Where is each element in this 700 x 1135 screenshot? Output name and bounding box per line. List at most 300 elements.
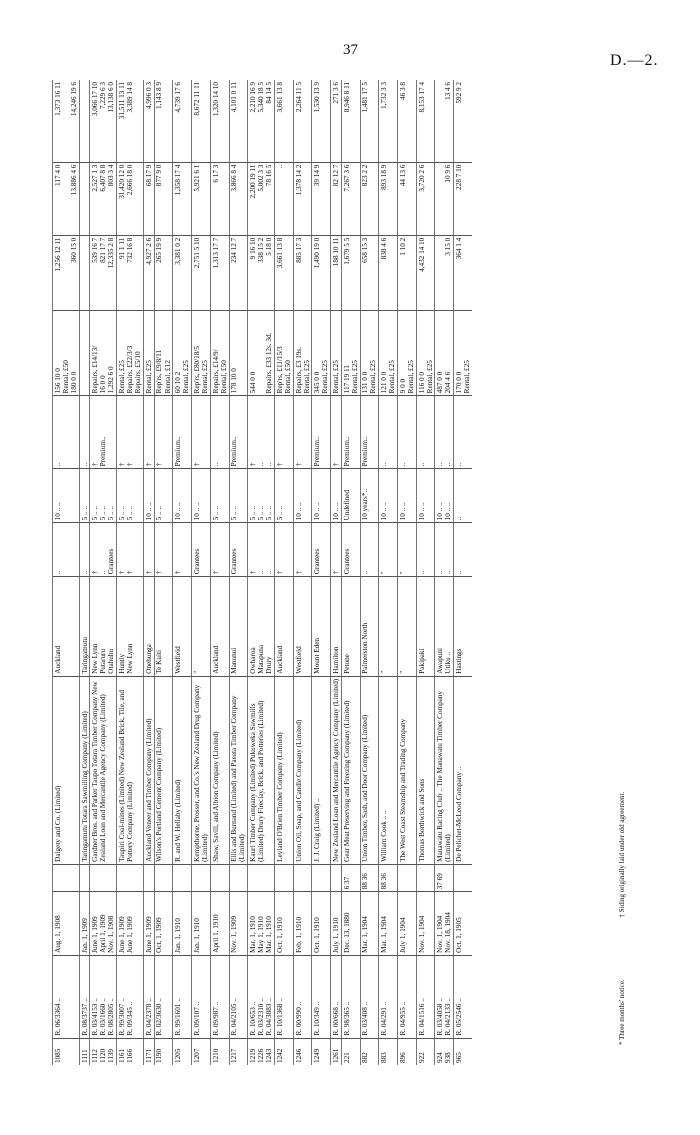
cell-c11: 1,358 17 4 xyxy=(173,162,192,235)
cell-date: Jan. 1, 1910 xyxy=(192,892,211,956)
cell-station: Manunui xyxy=(229,577,248,676)
cell-c12: 8,946 8 11 xyxy=(341,80,360,162)
cell-conditions: † xyxy=(192,396,211,469)
page-reference: D.—2. xyxy=(610,52,659,69)
cell-sched xyxy=(53,864,80,892)
cell-c11: 1,378 14 2 xyxy=(293,162,312,235)
cell-holder: † xyxy=(210,523,229,577)
cell-c12: 13 4 6 xyxy=(435,80,454,162)
cell-no: 882 xyxy=(360,1038,379,1065)
table-row xyxy=(360,80,379,1065)
cell-conditions: Premium.. xyxy=(360,396,379,469)
cell-sched xyxy=(90,864,117,892)
cell-name: R. and W. Hellaby (Limited) xyxy=(173,676,192,864)
cell-no: 1219 1226 1243 xyxy=(248,1038,275,1065)
cell-date: June 1, 1909 April 1, 1909 Nov. 1, 1908 xyxy=(90,892,117,956)
table-row xyxy=(416,80,435,1065)
cell-c11: 82 12 7 xyxy=(331,162,342,235)
cell-c12: 8,672 11 11 xyxy=(192,80,211,162)
cell-file: R. 10/653 .. R. 03/2310 .. R. 04/3883 .. xyxy=(248,955,275,1038)
cell-rental xyxy=(79,311,90,396)
cell-name: Leyland O'Brien Timber Company (Limited) xyxy=(275,676,294,864)
cell-holder: † xyxy=(331,523,342,577)
cell-c11: 3,866 8 4 xyxy=(229,162,248,235)
cell-c12: 4,739 17 6 xyxy=(173,80,192,162)
cell-c12: 3,066 17 10 7,229 6 3 13,138 6 0 xyxy=(90,80,117,162)
cell-date: June 1, 1909 xyxy=(144,892,155,956)
cell-date: Mar. 1, 1904 xyxy=(360,892,379,956)
cell-c11: 3,720 2 6 xyxy=(416,162,435,235)
cell-station: Onehunga xyxy=(144,577,155,676)
cell-file: R. 06/3364 .. xyxy=(53,955,80,1038)
cell-sched: 88 36 xyxy=(360,864,379,892)
cell-sched xyxy=(192,864,211,892)
cell-sched xyxy=(173,864,192,892)
cell-rental: 345 0 0 Rental, £25 xyxy=(312,311,331,396)
footnote-star: * Three months' notice. xyxy=(618,979,626,1045)
cell-holder: .. xyxy=(416,523,435,577)
cell-conditions: .. xyxy=(454,396,472,469)
cell-term: 10 .. .. xyxy=(53,469,80,523)
cell-file: R. 10/349 .. xyxy=(312,955,331,1038)
cell-c10: 4,927 2 6 xyxy=(144,235,155,310)
cell-station: Auckland xyxy=(275,577,294,676)
cell-date: Feb. 1, 1910 xyxy=(293,892,312,956)
cell-conditions: .. xyxy=(210,396,229,469)
cell-station: Hastings xyxy=(454,577,472,676)
cell-conditions: † .. .. xyxy=(248,396,275,469)
cell-conditions: Premium.. xyxy=(173,396,192,469)
cell-c10: 885 17 3 xyxy=(293,235,312,310)
cell-conditions: .. .. xyxy=(435,396,454,469)
cell-c11: 44 13 6 xyxy=(398,162,417,235)
cell-no: 1246 xyxy=(293,1038,312,1065)
cell-c11 xyxy=(79,162,90,235)
cell-no: 924 938 xyxy=(435,1038,454,1065)
cell-sched xyxy=(229,864,248,892)
cell-holder: .. xyxy=(360,523,379,577)
cell-conditions: .. xyxy=(416,396,435,469)
cell-rental: 178 10 0 xyxy=(229,311,248,396)
table-row xyxy=(293,80,312,1065)
cell-holder: † xyxy=(173,523,192,577)
cell-term: 10 .. .. xyxy=(173,469,192,523)
cell-no: 922 xyxy=(416,1038,435,1065)
cell-station: Taringamutu xyxy=(79,577,90,676)
cell-station: Mount Eden xyxy=(312,577,331,676)
cell-no: 883 xyxy=(379,1038,398,1065)
table-row xyxy=(398,80,417,1065)
cell-term: 5 .. .. 5 .. .. 5 .. .. xyxy=(248,469,275,523)
table-row xyxy=(154,80,173,1065)
cell-no: 1242 xyxy=(275,1038,294,1065)
cell-no: 1249 xyxy=(312,1038,331,1065)
cell-sched xyxy=(144,864,155,892)
cell-file: R. 09/987 .. xyxy=(210,955,229,1038)
cell-file: R. 00/990 .. xyxy=(293,955,312,1038)
cell-term: 10 .. .. xyxy=(379,469,398,523)
cell-name: Gear Meat Preserving and Freezing Company (Limited) xyxy=(341,676,360,864)
cell-rental: Rental, £25 Repairs, £22/3/3 Repairs, £5/10 xyxy=(117,311,144,396)
cell-term: 5 .. .. xyxy=(229,469,248,523)
cell-file: R. 09/107 .. xyxy=(192,955,211,1038)
table-row xyxy=(379,80,398,1065)
cell-file: R. 08/3737 .. xyxy=(79,955,90,1038)
cell-sched xyxy=(248,864,275,892)
cell-no: 896 xyxy=(398,1038,417,1065)
cell-term: 10 .. .. xyxy=(416,469,435,523)
cell-date: Nov. 1, 1904 xyxy=(416,892,435,956)
cell-conditions: Premium.. xyxy=(229,396,248,469)
cell-date: Mar. 1, 1910 May 1, 1910 Mar. 1, 1910 xyxy=(248,892,275,956)
cell-date: Nov. 1, 1904 Nov. 18, 1904 xyxy=(435,892,454,956)
cell-c12: 1,732 3 3 xyxy=(379,80,398,162)
cell-conditions: † † xyxy=(117,396,144,469)
cell-rental: Repairs, £14/9/ Rental, £50 xyxy=(210,311,229,396)
cell-c11: 39 14 9 xyxy=(312,162,331,235)
cell-c11: 893 18 9 xyxy=(379,162,398,235)
cell-c10: 91 1 11 732 16 8 xyxy=(117,235,144,310)
cell-c12: 1,320 14 10 xyxy=(210,80,229,162)
cell-holder: .. .. xyxy=(435,523,454,577)
cell-term: 10 .. .. xyxy=(312,469,331,523)
cell-no: 1111 xyxy=(79,1038,90,1065)
cell-c10: 1,679 5 5 xyxy=(341,235,360,310)
cell-name: J. J. Craig (Limited) .. xyxy=(312,676,331,864)
cell-c12: 3,661 13 8 xyxy=(275,80,294,162)
cell-no: 1207 xyxy=(192,1038,211,1065)
table-row xyxy=(144,80,155,1065)
cell-holder: † † xyxy=(117,523,144,577)
cell-conditions: .. xyxy=(379,396,398,469)
cell-holder: † .. Grantees xyxy=(90,523,117,577)
cell-station: Auckland xyxy=(53,577,80,676)
cell-rental: 121 0 0 Rental, £25 xyxy=(379,311,398,396)
table-body xyxy=(53,80,472,1065)
cell-term: 10 .. .. 10 .. .. xyxy=(435,469,454,523)
cell-holder: " xyxy=(379,523,398,577)
cell-c10: 234 12 7 xyxy=(229,235,248,310)
cell-c12: 2,264 11 5 xyxy=(293,80,312,162)
cell-c10: 3,381 0 2 xyxy=(173,235,192,310)
cell-c11: .. xyxy=(275,162,294,235)
cell-no: 1171 xyxy=(144,1038,155,1065)
cell-file: R. 05/2546 .. xyxy=(454,955,472,1038)
cell-station: Westfield xyxy=(173,577,192,676)
cell-c10: 1,256 12 11 360 15 0 xyxy=(53,235,80,310)
cell-name: William Cook .. .. xyxy=(379,676,398,864)
cell-name: Taupiri Coal-mines (Limited) New Zealand Brick, Tile, and Pottery Company (Limited) xyxy=(117,676,144,864)
cell-no: 1085 xyxy=(53,1038,80,1065)
cell-rental: Rep'rs, £9/8/11 Rental, £12 xyxy=(154,311,173,396)
cell-name: Ellis and Burnand (Limited) and Paeata Timber Company (Limited) xyxy=(229,676,248,864)
table-row xyxy=(454,80,472,1065)
cell-file: R. 04/2378 .. xyxy=(144,955,155,1038)
cell-name: New Zealand Loan and Mercantile Agency Company (Limited) xyxy=(331,676,342,864)
cell-term: 10 .. .. xyxy=(144,469,155,523)
cell-date: Mar. 1, 1904 xyxy=(379,892,398,956)
table-row xyxy=(79,80,90,1065)
cell-sched xyxy=(416,864,435,892)
cell-c10: 658 15 3 xyxy=(360,235,379,310)
cell-station: Petone xyxy=(341,577,360,676)
table-row xyxy=(210,80,229,1065)
cell-term: Undefined xyxy=(341,469,360,523)
cell-sched: 6 37 xyxy=(341,864,360,892)
cell-file: R. 98/365 .. xyxy=(341,955,360,1038)
cell-name: Gardner Bros. and Parker Taupo Totara Timber Company New Zealand Loan and Mercantile Agency Company (Limited) xyxy=(90,676,117,864)
cell-station: " xyxy=(379,577,398,676)
cell-date: April 1, 1910 xyxy=(210,892,229,956)
cell-rental: Repairs, £14/13/ 16 0 0 1,292 6 0 xyxy=(90,311,117,396)
cell-date: Aug. 1, 1908 xyxy=(53,892,80,956)
cell-c12: 1,373 16 11 14,246 19 6 xyxy=(53,80,80,162)
cell-c12: 1,481 17 5 xyxy=(360,80,379,162)
cell-c12: 2,210 16 9 5,340 18 5 84 14 5 xyxy=(248,80,275,162)
cell-holder: † xyxy=(293,523,312,577)
cell-c11: 7,267 3 6 xyxy=(341,162,360,235)
cell-rental: 117 19 11 Rental, £25 xyxy=(341,311,360,396)
cell-date: June 1, 1909 June 1, 1909 xyxy=(117,892,144,956)
footnotes xyxy=(618,445,626,1045)
rotated-sidings-table xyxy=(52,80,652,1065)
cell-holder: .. xyxy=(53,523,80,577)
cell-no: 1112 1120 1139 xyxy=(90,1038,117,1065)
cell-term: 10 .. .. xyxy=(192,469,211,523)
cell-file: R. 03/4153 .. R. 03/1660 .. R. 08/2805 .. xyxy=(90,955,117,1038)
cell-sched xyxy=(117,864,144,892)
cell-c12: 592 9 2 xyxy=(454,80,472,162)
cell-file: R. 04/1516 .. xyxy=(416,955,435,1038)
cell-conditions: .. xyxy=(398,396,417,469)
cell-station: Westfield xyxy=(293,577,312,676)
footnote-dagger: † Siding originally laid under old agreement. xyxy=(618,791,626,918)
cell-date: July 1, 1910 xyxy=(331,892,342,956)
cell-date: Oct. 1, 1909 xyxy=(154,892,173,956)
cell-name: Wilson's Portland Cement Company (Limited) xyxy=(154,676,173,864)
cell-conditions: † xyxy=(154,396,173,469)
cell-rental: 156 10 0 Rental, £50 180 0 0 xyxy=(53,311,80,396)
cell-c11: 10 9 6 xyxy=(435,162,454,235)
cell-name: De Pelichet-McLeod Company .. xyxy=(454,676,472,864)
cell-holder: † xyxy=(275,523,294,577)
cell-file: R. 00/668 .. xyxy=(331,955,342,1038)
cell-rental: 544 0 0 Repairs, £33 12s. 3d. xyxy=(248,311,275,396)
cell-name: Manawatu Racing Club .. The Manawatu Timber Company (Limited) xyxy=(435,676,454,864)
table-row xyxy=(229,80,248,1065)
cell-term: 5 .. .. 5 .. .. 5 .. .. xyxy=(90,469,117,523)
cell-file: R. 10/1368 .. xyxy=(275,955,294,1038)
cell-station: Hamilton xyxy=(331,577,342,676)
cell-file: R. 03/408 .. xyxy=(360,955,379,1038)
cell-c10: 3 15 0 xyxy=(435,235,454,310)
cell-rental: 116 0 0 Rental, £25 xyxy=(416,311,435,396)
cell-sched xyxy=(275,864,294,892)
cell-rental: Rental, £25 xyxy=(331,311,342,396)
cell-term: 5 .. .. xyxy=(275,469,294,523)
cell-c12: 4,996 0 3 xyxy=(144,80,155,162)
cell-conditions: Premium.. xyxy=(312,396,331,469)
cell-date: Oct. 1, 1910 xyxy=(312,892,331,956)
cell-name: Shaw, Savill, and Albion Company (Limited) xyxy=(210,676,229,864)
cell-station: New Lynn Putaruru Otahuhu xyxy=(90,577,117,676)
cell-sched xyxy=(79,864,90,892)
cell-station: " xyxy=(398,577,417,676)
cell-no: 965 xyxy=(454,1038,472,1065)
cell-rental: 60 10 2 Rental, £25 xyxy=(173,311,192,396)
cell-name: The West Coast Steamship and Trading Company xyxy=(398,676,417,864)
cell-station: Huntly New Lynn xyxy=(117,577,144,676)
cell-sched xyxy=(210,864,229,892)
cell-station: Te Kuiti xyxy=(154,577,173,676)
cell-date: Jan. 1, 1909 xyxy=(79,892,90,956)
table-row xyxy=(248,80,275,1065)
cell-rental: Rep'rs, £11/15/3 Rental, £50 xyxy=(275,311,294,396)
sidings-table xyxy=(52,80,472,1065)
cell-station: Pakipaki xyxy=(416,577,435,676)
cell-c11: 2,200 19 11 5,002 3 3 78 16 5 xyxy=(248,162,275,235)
cell-term: 5 .. .. 5 .. .. xyxy=(117,469,144,523)
cell-c11: 31,420 12 0 2,666 18 0 xyxy=(117,162,144,235)
cell-date: Oct. 1, 1910 xyxy=(275,892,294,956)
cell-c12: 8,153 17 4 xyxy=(416,80,435,162)
cell-holder: † .. .. xyxy=(248,523,275,577)
cell-no: 1217 xyxy=(229,1038,248,1065)
cell-term: 10 .. .. xyxy=(331,469,342,523)
cell-file: R. 02/3630 .. xyxy=(154,955,173,1038)
cell-c10: 838 4 6 xyxy=(379,235,398,310)
cell-name: Taringamutu Totara Sawmilling Company (Limited) xyxy=(79,676,90,864)
cell-station: Auckland xyxy=(210,577,229,676)
cell-c10: 188 10 11 xyxy=(331,235,342,310)
table-row xyxy=(117,80,144,1065)
cell-c10: 539 16 7 821 17 7 12,335 2 8 xyxy=(90,235,117,310)
cell-holder: " xyxy=(398,523,417,577)
table-row xyxy=(90,80,117,1065)
table-row xyxy=(192,80,211,1065)
cell-holder: .. xyxy=(79,523,90,577)
cell-date: Oct. 1, 1905 xyxy=(454,892,472,956)
cell-sched: 88 36 xyxy=(379,864,398,892)
table-row xyxy=(331,80,342,1065)
cell-holder: † xyxy=(154,523,173,577)
cell-c10: 9 16 10 338 15 2 5 18 0 xyxy=(248,235,275,310)
cell-sched xyxy=(312,864,331,892)
cell-conditions: .. xyxy=(53,396,80,469)
cell-no: 1190 xyxy=(154,1038,173,1065)
cell-rental: Repairs, £3 19s. Rental, £25 xyxy=(293,311,312,396)
cell-sched: 37 69 xyxy=(435,864,454,892)
cell-rental: 9 0 0 Rental, £25 xyxy=(398,311,417,396)
cell-name: Thomas Borthwick and Sons xyxy=(416,676,435,864)
cell-sched xyxy=(154,864,173,892)
cell-rental: 487 0 0 204 4 6 xyxy=(435,311,454,396)
cell-c10: 1,490 19 0 xyxy=(312,235,331,310)
cell-holder: Grantees xyxy=(341,523,360,577)
table-row xyxy=(275,80,294,1065)
cell-c12: 4,101 0 11 xyxy=(229,80,248,162)
cell-no: 1261 xyxy=(331,1038,342,1065)
cell-station: Owharoa Matapuna Drury xyxy=(248,577,275,676)
cell-term: 5 .. .. xyxy=(210,469,229,523)
cell-c11: 823 2 2 xyxy=(360,162,379,235)
cell-sched xyxy=(331,864,342,892)
cell-date: Dec. 13, 1880 xyxy=(341,892,360,956)
cell-c10: 3,661 13 8 xyxy=(275,235,294,310)
cell-c10: 2,751 5 10 xyxy=(192,235,211,310)
cell-term: 10 .. .. xyxy=(293,469,312,523)
cell-sched xyxy=(398,864,417,892)
cell-holder: † xyxy=(144,523,155,577)
cell-name: Union Oil, Soap, and Candle Company (Limited) xyxy=(293,676,312,864)
cell-name: Auckland Veneer and Timber Company (Limited) xyxy=(144,676,155,864)
cell-c11: 117 4 0 13,886 4 6 xyxy=(53,162,80,235)
cell-sched xyxy=(293,864,312,892)
cell-file: R. 04/2105 .. xyxy=(229,955,248,1038)
cell-term: 10 years*.. xyxy=(360,469,379,523)
cell-c12: 1,143 8 9 xyxy=(154,80,173,162)
cell-no: 221 xyxy=(341,1038,360,1065)
cell-holder: Grantees xyxy=(192,523,211,577)
cell-file: R. 99/1601 .. xyxy=(173,955,192,1038)
cell-c12: 46 3 8 xyxy=(398,80,417,162)
cell-rental: Rental, £25 xyxy=(144,311,155,396)
cell-c11: 877 9 0 xyxy=(154,162,173,235)
cell-name: Dalgety and Co. (Limited) xyxy=(53,676,80,864)
table-row xyxy=(312,80,331,1065)
cell-conditions: † xyxy=(331,396,342,469)
cell-term: 5 .. .. xyxy=(154,469,173,523)
cell-station: Palmerston North xyxy=(360,577,379,676)
cell-conditions: † xyxy=(293,396,312,469)
cell-name: Union Timber, Sash, and Door Company (Limited) xyxy=(360,676,379,864)
cell-date: Nov. 1, 1909 xyxy=(229,892,248,956)
cell-file: R. 03/4058 .. R. 04/2133 .. xyxy=(435,955,454,1038)
cell-c10: 364 1 4 xyxy=(454,235,472,310)
cell-no: 1205 xyxy=(173,1038,192,1065)
cell-c10: 1,313 17 7 xyxy=(210,235,229,310)
cell-c12: 31,511 13 11 3,389 14 8 xyxy=(117,80,144,162)
cell-c11: 6 17 3 xyxy=(210,162,229,235)
table-row xyxy=(435,80,454,1065)
cell-c11: 228 7 10 xyxy=(454,162,472,235)
cell-c12: 1,530 13 9 xyxy=(312,80,331,162)
cell-holder: Grantees xyxy=(229,523,248,577)
cell-no: 1161 1166 xyxy=(117,1038,144,1065)
cell-term: 10 .. .. xyxy=(398,469,417,523)
cell-file: R. 04/291 .. xyxy=(379,955,398,1038)
cell-rental: 131 0 0 Rental, £25 xyxy=(360,311,379,396)
cell-c12 xyxy=(79,80,90,162)
cell-c10 xyxy=(79,235,90,310)
cell-c10: 265 19 9 xyxy=(154,235,173,310)
cell-c11: 2,527 1 3 6,407 8 8 803 3 4 xyxy=(90,162,117,235)
cell-c11: 5,921 6 1 xyxy=(192,162,211,235)
cell-holder: Grantees xyxy=(312,523,331,577)
cell-c11: 68 17 9 xyxy=(144,162,155,235)
cell-conditions: † Premium.. xyxy=(90,396,117,469)
cell-date: July 1, 1904 xyxy=(398,892,417,956)
cell-term: .. xyxy=(454,469,472,523)
cell-conditions: Premium.. xyxy=(341,396,360,469)
table-row xyxy=(173,80,192,1065)
table-row xyxy=(53,80,80,1065)
cell-c10: 1 10 2 xyxy=(398,235,417,310)
cell-c12: 271 3 6 xyxy=(331,80,342,162)
cell-name: Kempthorne, Prosser, and Co.'s New Zealand Drug Company (Limited) xyxy=(192,676,211,864)
cell-name: Kauri Timber Company (Limited) Pukuweka Sawmills (Limited) Drury Fireclay, Brick, and Potteries (Limited) xyxy=(248,676,275,864)
cell-file: R. 04/955 .. xyxy=(398,955,417,1038)
